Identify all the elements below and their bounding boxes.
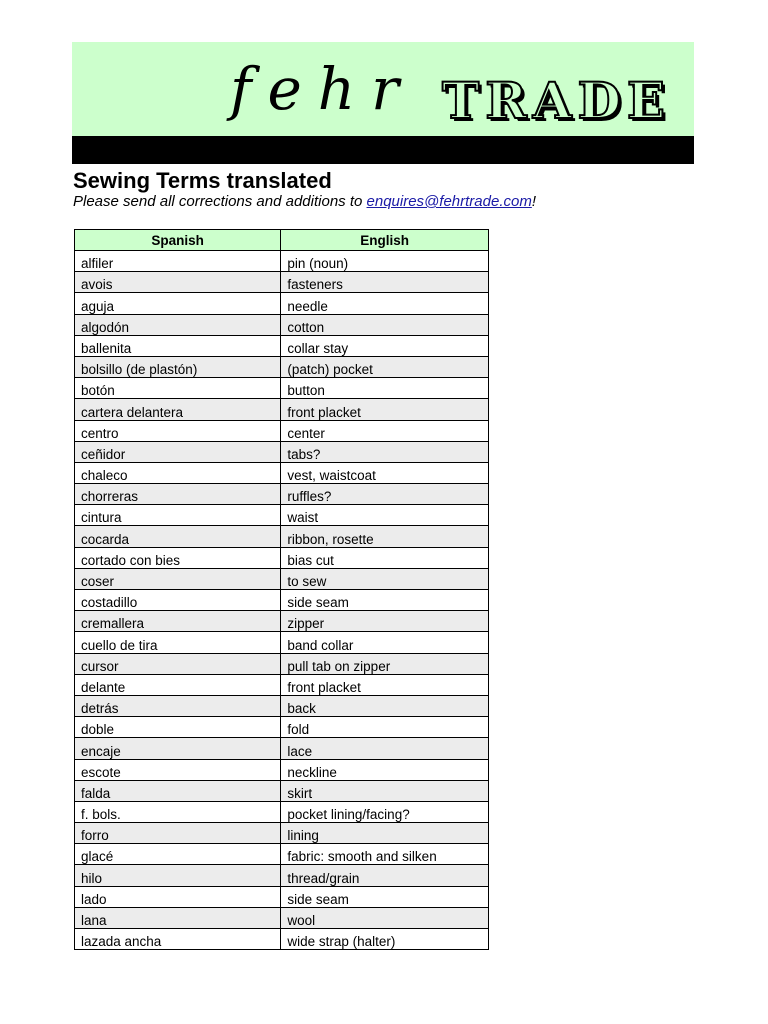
table-row [75, 335, 489, 356]
table-row [75, 462, 489, 483]
english-cell: pocket lining/facing? [281, 801, 489, 822]
english-cell: lining [281, 823, 489, 844]
spanish-cell: aguja [75, 293, 281, 314]
spanish-cell: alfiler [75, 251, 281, 272]
table-row [75, 717, 489, 738]
english-cell: pull tab on zipper [281, 653, 489, 674]
logo-script-text: fehr [230, 55, 415, 123]
banner-black-bar [72, 136, 694, 164]
spanish-cell: lado [75, 886, 281, 907]
table-row [75, 356, 489, 377]
spanish-cell: coser [75, 568, 281, 589]
english-cell: (patch) pocket [281, 356, 489, 377]
spanish-cell: bolsillo (de plastón) [75, 356, 281, 377]
subtitle-prefix: Please send all corrections and additions to [73, 193, 367, 210]
spanish-cell: cremallera [75, 611, 281, 632]
english-cell: to sew [281, 568, 489, 589]
column-header-spanish: Spanish [75, 230, 281, 251]
english-cell: side seam [281, 590, 489, 611]
spanish-cell: ceñidor [75, 441, 281, 462]
table-row [75, 293, 489, 314]
english-cell: button [281, 378, 489, 399]
english-cell: lace [281, 738, 489, 759]
table-row [75, 399, 489, 420]
table-row [75, 823, 489, 844]
spanish-cell: costadillo [75, 590, 281, 611]
english-cell: wool [281, 907, 489, 928]
table-row [75, 547, 489, 568]
spanish-cell: f. bols. [75, 801, 281, 822]
english-cell: zipper [281, 611, 489, 632]
page-title: Sewing Terms translated [73, 168, 332, 193]
english-cell: fabric: smooth and silken [281, 844, 489, 865]
spanish-cell: chaleco [75, 462, 281, 483]
spanish-cell: encaje [75, 738, 281, 759]
english-cell: side seam [281, 886, 489, 907]
column-header-english: English [281, 230, 489, 251]
english-cell: band collar [281, 632, 489, 653]
table-row [75, 378, 489, 399]
english-cell: fold [281, 717, 489, 738]
spanish-cell: cocarda [75, 526, 281, 547]
spanish-cell: glacé [75, 844, 281, 865]
terms-table-body [75, 251, 489, 950]
english-cell: ruffles? [281, 484, 489, 505]
spanish-cell: avois [75, 272, 281, 293]
english-cell: cotton [281, 314, 489, 335]
english-cell: ribbon, rosette [281, 526, 489, 547]
spanish-cell: forro [75, 823, 281, 844]
table-row [75, 780, 489, 801]
english-cell: collar stay [281, 335, 489, 356]
english-cell: vest, waistcoat [281, 462, 489, 483]
page-subtitle [73, 193, 536, 210]
spanish-cell: ballenita [75, 335, 281, 356]
spanish-cell: escote [75, 759, 281, 780]
english-cell: tabs? [281, 441, 489, 462]
table-row [75, 272, 489, 293]
table-row [75, 695, 489, 716]
table-row [75, 929, 489, 950]
table-row [75, 653, 489, 674]
header-banner [72, 42, 694, 164]
spanish-cell: detrás [75, 695, 281, 716]
table-row [75, 590, 489, 611]
terms-table [74, 229, 489, 950]
spanish-cell: cursor [75, 653, 281, 674]
english-cell: center [281, 420, 489, 441]
spanish-cell: lana [75, 907, 281, 928]
spanish-cell: algodón [75, 314, 281, 335]
english-cell: needle [281, 293, 489, 314]
table-row [75, 526, 489, 547]
english-cell: neckline [281, 759, 489, 780]
english-cell: skirt [281, 780, 489, 801]
table-row [75, 632, 489, 653]
table-row [75, 886, 489, 907]
english-cell: fasteners [281, 272, 489, 293]
table-row [75, 865, 489, 886]
table-row [75, 441, 489, 462]
table-row [75, 251, 489, 272]
spanish-cell: lazada ancha [75, 929, 281, 950]
table-row [75, 420, 489, 441]
spanish-cell: cuello de tira [75, 632, 281, 653]
table-row [75, 844, 489, 865]
email-link[interactable]: enquires@fehrtrade.com [366, 193, 532, 210]
spanish-cell: centro [75, 420, 281, 441]
spanish-cell: cintura [75, 505, 281, 526]
spanish-cell: cartera delantera [75, 399, 281, 420]
english-cell: pin (noun) [281, 251, 489, 272]
table-row [75, 484, 489, 505]
table-header-row [75, 230, 489, 251]
table-row [75, 674, 489, 695]
table-row [75, 568, 489, 589]
english-cell: waist [281, 505, 489, 526]
spanish-cell: hilo [75, 865, 281, 886]
table-row [75, 611, 489, 632]
subtitle-suffix: ! [531, 193, 536, 210]
english-cell: front placket [281, 399, 489, 420]
spanish-cell: doble [75, 717, 281, 738]
english-cell: thread/grain [281, 865, 489, 886]
english-cell: bias cut [281, 547, 489, 568]
table-row [75, 907, 489, 928]
logo-caps-text: TRADE [442, 71, 672, 130]
spanish-cell: cortado con bies [75, 547, 281, 568]
table-row [75, 759, 489, 780]
spanish-cell: chorreras [75, 484, 281, 505]
table-row [75, 314, 489, 335]
spanish-cell: botón [75, 378, 281, 399]
english-cell: wide strap (halter) [281, 929, 489, 950]
english-cell: front placket [281, 674, 489, 695]
table-row [75, 738, 489, 759]
spanish-cell: falda [75, 780, 281, 801]
spanish-cell: delante [75, 674, 281, 695]
table-row [75, 505, 489, 526]
table-row [75, 801, 489, 822]
english-cell: back [281, 695, 489, 716]
